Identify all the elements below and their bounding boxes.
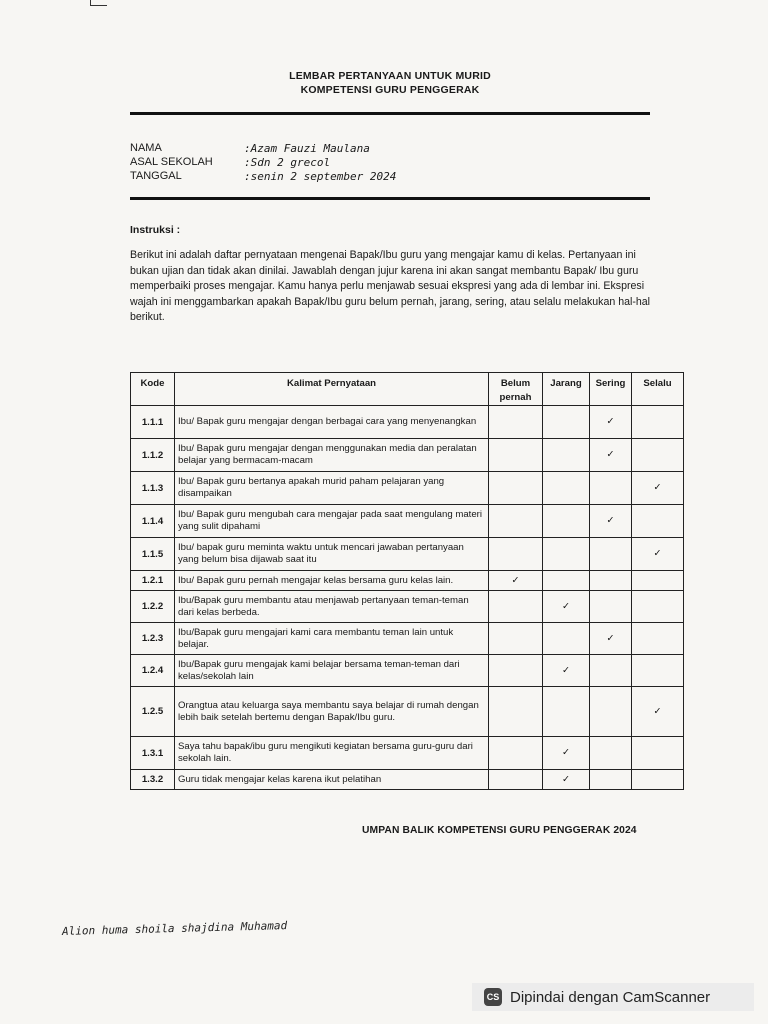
row-statement: Saya tahu bapak/ibu guru mengikuti kegiatan bersama guru-guru dari sekolah lain. <box>175 737 489 770</box>
answer-cell[interactable] <box>590 571 632 591</box>
name-value: :Azam Fauzi Maulana <box>244 142 370 155</box>
row-code: 1.2.3 <box>131 623 175 655</box>
answer-cell[interactable] <box>489 623 543 655</box>
answer-cell[interactable] <box>590 472 632 505</box>
table-row <box>131 439 684 472</box>
check-mark: ✓ <box>511 574 520 586</box>
answer-cell[interactable] <box>543 687 590 737</box>
answer-cell[interactable] <box>543 737 590 770</box>
answer-cell[interactable] <box>632 571 684 591</box>
table-row <box>131 770 684 790</box>
row-code: 1.2.2 <box>131 591 175 623</box>
answer-cell[interactable] <box>632 623 684 655</box>
table-row <box>131 655 684 687</box>
check-mark: ✓ <box>653 705 662 717</box>
answer-cell[interactable] <box>590 505 632 538</box>
check-mark: ✓ <box>561 773 571 785</box>
table-row <box>131 623 684 655</box>
row-code: 1.2.4 <box>131 655 175 687</box>
row-code: 1.1.1 <box>131 406 175 439</box>
answer-cell[interactable] <box>543 623 590 655</box>
row-code: 1.3.1 <box>131 737 175 770</box>
answer-cell[interactable] <box>632 687 684 737</box>
table-row <box>131 737 684 770</box>
table-header-row <box>131 373 684 406</box>
table-row <box>131 687 684 737</box>
table-row <box>131 571 684 591</box>
row-statement: Ibu/ Bapak guru mengubah cara mengajar pada saat mengulang materi yang sulit dipahami <box>175 505 489 538</box>
survey-table <box>130 372 684 790</box>
answer-cell[interactable] <box>489 538 543 571</box>
column-header: Jarang <box>543 373 590 406</box>
date-label: TANGGAL <box>130 170 182 182</box>
table-row <box>131 406 684 439</box>
column-header: Belum pernah <box>489 373 543 406</box>
answer-cell[interactable] <box>543 472 590 505</box>
answer-cell[interactable] <box>543 538 590 571</box>
row-code: 1.1.5 <box>131 538 175 571</box>
answer-cell[interactable] <box>489 571 543 591</box>
date-value: :senin 2 september 2024 <box>244 170 397 183</box>
check-mark: ✓ <box>561 664 571 676</box>
row-statement: Guru tidak mengajar kelas karena ikut pelatihan <box>175 770 489 790</box>
check-mark: ✓ <box>653 548 662 560</box>
answer-cell[interactable] <box>489 737 543 770</box>
row-code: 1.1.2 <box>131 439 175 472</box>
answer-cell[interactable] <box>590 623 632 655</box>
column-header: Sering <box>590 373 632 406</box>
answer-cell[interactable] <box>489 770 543 790</box>
answer-cell[interactable] <box>543 571 590 591</box>
table-row <box>131 538 684 571</box>
answer-cell[interactable] <box>632 770 684 790</box>
answer-cell[interactable] <box>489 439 543 472</box>
answer-cell[interactable] <box>489 472 543 505</box>
header-divider-bottom <box>130 197 650 200</box>
footer-text: UMPAN BALIK KOMPETENSI GURU PENGGERAK 2024 <box>362 825 637 836</box>
check-mark: ✓ <box>606 416 615 428</box>
school-label: ASAL SEKOLAH <box>130 156 213 168</box>
answer-cell[interactable] <box>632 737 684 770</box>
column-header: Selalu <box>632 373 684 406</box>
answer-cell[interactable] <box>590 737 632 770</box>
check-mark: ✓ <box>606 515 615 527</box>
check-mark: ✓ <box>606 449 615 461</box>
row-statement: Ibu/ Bapak guru mengajar dengan menggunakan media dan peralatan belajar yang bermacam-macam <box>175 439 489 472</box>
check-mark: ✓ <box>653 482 662 494</box>
row-code: 1.1.4 <box>131 505 175 538</box>
table-row <box>131 505 684 538</box>
answer-cell[interactable] <box>590 770 632 790</box>
row-code: 1.2.5 <box>131 687 175 737</box>
check-mark: ✓ <box>606 632 615 644</box>
signature: Alion huma shoila shajdina Muhamad <box>61 919 288 938</box>
header-divider-top <box>130 112 650 115</box>
answer-cell[interactable] <box>543 655 590 687</box>
answer-cell[interactable] <box>590 538 632 571</box>
answer-cell[interactable] <box>590 655 632 687</box>
row-statement: Ibu/Bapak guru mengajari kami cara membantu teman lain untuk belajar. <box>175 623 489 655</box>
answer-cell[interactable] <box>543 505 590 538</box>
camscanner-watermark <box>472 983 754 1011</box>
document-subtitle: KOMPETENSI GURU PENGGERAK <box>300 84 480 96</box>
answer-cell[interactable] <box>489 505 543 538</box>
column-header: Kalimat Pernyataan <box>175 373 489 406</box>
name-label: NAMA <box>130 142 162 154</box>
instructions-heading: Instruksi : <box>130 224 181 236</box>
row-statement: Orangtua atau keluarga saya membantu saya belajar di rumah dengan lebih baik setelah bertemu dengan Bapak/Ibu guru. <box>175 687 489 737</box>
school-value: :Sdn 2 grecol <box>244 156 331 169</box>
answer-cell[interactable] <box>543 770 590 790</box>
row-statement: Ibu/ Bapak guru bertanya apakah murid paham pelajaran yang disampaikan <box>175 472 489 505</box>
answer-cell[interactable] <box>489 687 543 737</box>
answer-cell[interactable] <box>632 655 684 687</box>
answer-cell[interactable] <box>590 406 632 439</box>
table-row <box>131 591 684 623</box>
answer-cell[interactable] <box>590 439 632 472</box>
row-statement: Ibu/ Bapak guru pernah mengajar kelas bersama guru kelas lain. <box>175 571 489 591</box>
answer-cell[interactable] <box>489 591 543 623</box>
row-statement: Ibu/Bapak guru mengajak kami belajar bersama teman-teman dari kelas/sekolah lain <box>175 655 489 687</box>
answer-cell[interactable] <box>543 439 590 472</box>
row-statement: Ibu/ Bapak guru mengajar dengan berbagai cara yang menyenangkan <box>175 406 489 439</box>
answer-cell[interactable] <box>632 505 684 538</box>
row-code: 1.2.1 <box>131 571 175 591</box>
row-statement: Ibu/ bapak guru meminta waktu untuk mencari jawaban pertanyaan yang belum bisa dijawab saat itu <box>175 538 489 571</box>
answer-cell[interactable] <box>590 687 632 737</box>
answer-cell[interactable] <box>489 406 543 439</box>
page-corner-mark <box>90 0 107 6</box>
answer-cell[interactable] <box>543 406 590 439</box>
answer-cell[interactable] <box>590 591 632 623</box>
answer-cell[interactable] <box>543 591 590 623</box>
row-statement: Ibu/Bapak guru membantu atau menjawab pertanyaan teman-teman dari kelas berbeda. <box>175 591 489 623</box>
camscanner-logo-icon: CS <box>484 988 502 1006</box>
column-header: Kode <box>131 373 175 406</box>
instructions-text: Berikut ini adalah daftar pernyataan mengenai Bapak/Ibu guru yang mengajar kamu di kelas. Pertanyaan ini bukan ujian dan tidak akan dinilai. Jawablah dengan jujur karena ini akan sangat membantu Bapak/ Ibu guru memperbaiki proses mengajar. Kamu hanya perlu menjawab sesuai ekspresi yang ada di lembar ini. Ekspresi wajah ini menggambarkan apakah Bapak/Ibu guru belum pernah, jarang, sering, atau selalu melakukan hal-hal berikut. <box>130 249 651 323</box>
answer-cell[interactable] <box>632 591 684 623</box>
check-mark: ✓ <box>561 747 571 759</box>
table-row <box>131 472 684 505</box>
watermark-text: Dipindai dengan CamScanner <box>510 988 711 1006</box>
answer-cell[interactable] <box>632 439 684 472</box>
answer-cell[interactable] <box>489 655 543 687</box>
row-code: 1.3.2 <box>131 770 175 790</box>
document-title: LEMBAR PERTANYAAN UNTUK MURID <box>289 70 491 82</box>
row-code: 1.1.3 <box>131 472 175 505</box>
answer-cell[interactable] <box>632 406 684 439</box>
answer-cell[interactable] <box>632 538 684 571</box>
check-mark: ✓ <box>561 600 571 612</box>
answer-cell[interactable] <box>632 472 684 505</box>
